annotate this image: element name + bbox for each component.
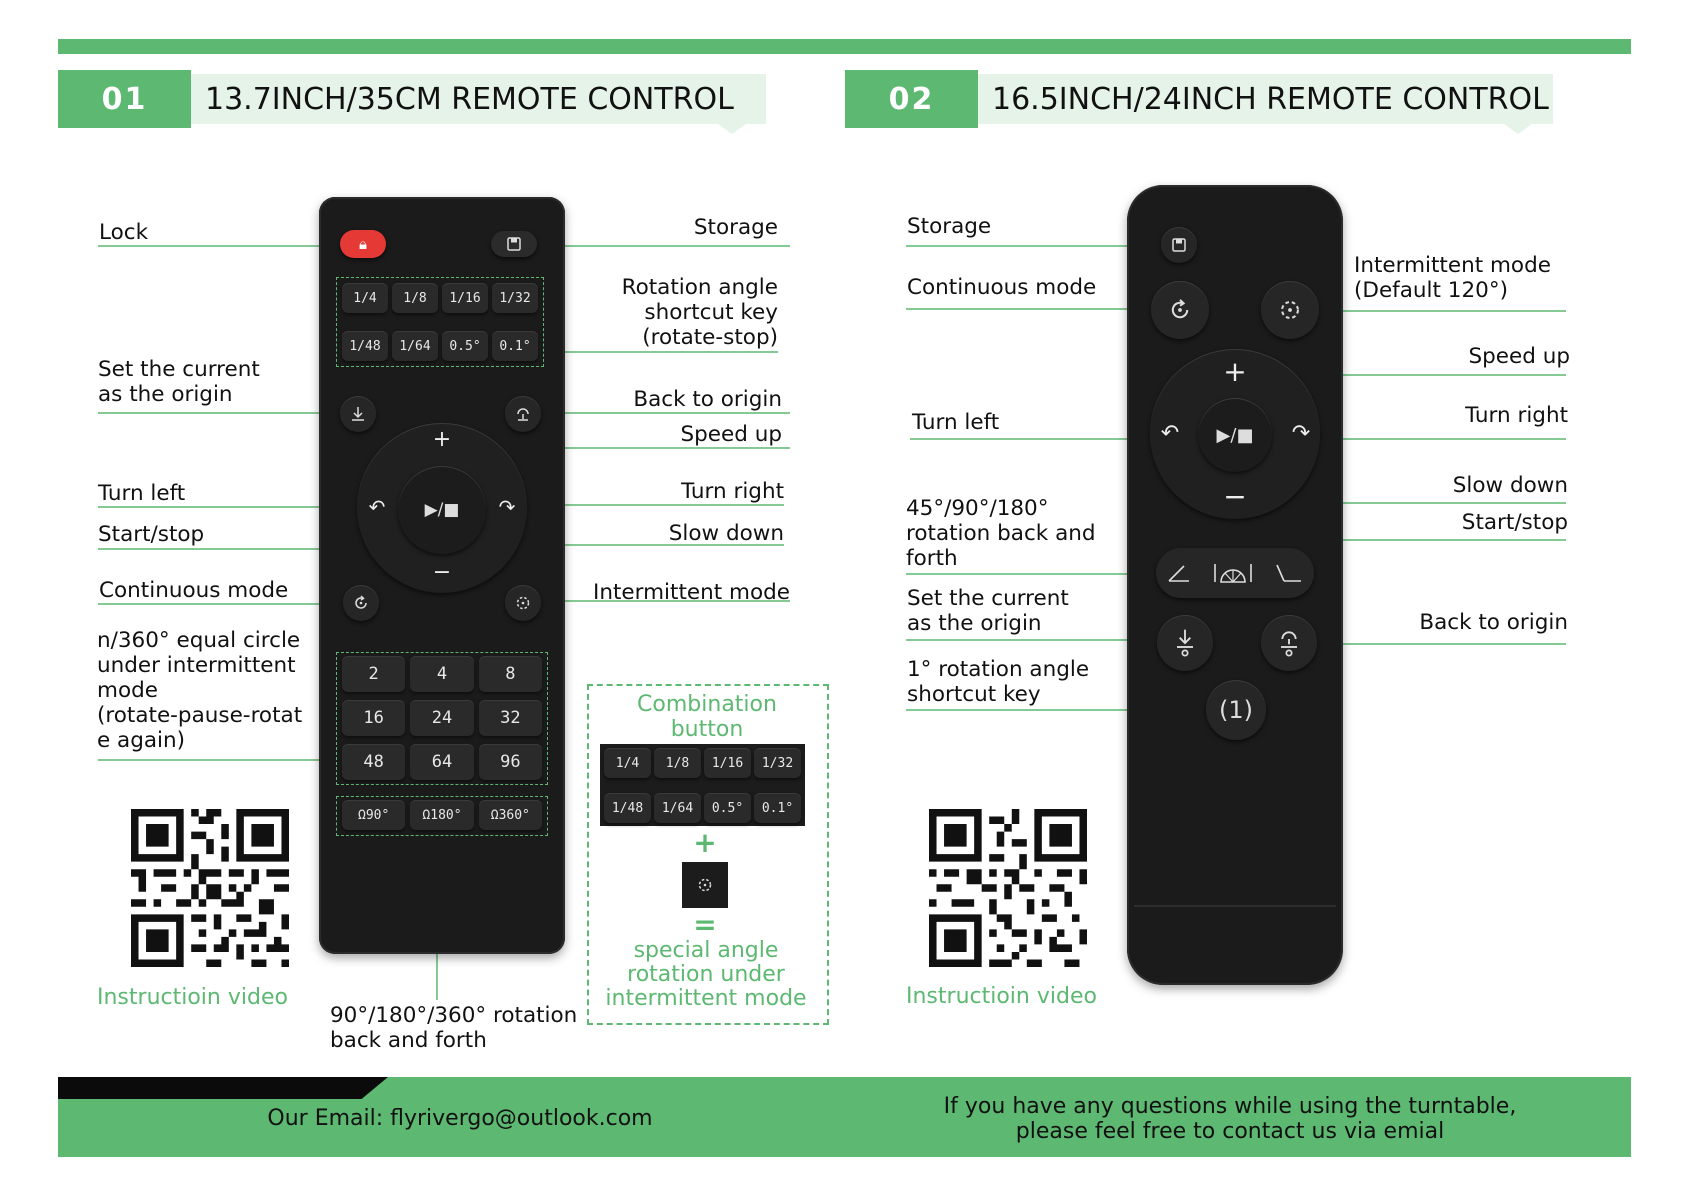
back-to-origin-icon [514,405,532,423]
floppy-disk-icon [1172,238,1186,252]
combo-key-1-4: 1/4 [604,748,651,778]
floppy-disk-icon [507,237,521,251]
label-turn-left: Turn left [98,481,186,506]
label2-set-origin: Set the current as the origin [907,586,1069,636]
number-key-48[interactable]: 48 [342,744,405,780]
footer-email[interactable]: Our Email: flyrivergo@outlook.com [267,1106,653,1131]
rotate-left-icon: ↶ [368,495,386,519]
continuous-rotate-icon [352,594,370,612]
number-key-64[interactable]: 64 [410,744,473,780]
number-key-4[interactable]: 4 [410,656,473,692]
label-slow-down: Slow down [668,521,784,546]
label2-intermittent-mode: Intermittent mode (Default 120°) [1354,253,1551,303]
continuous-rotate-icon [1167,297,1193,323]
angle-180-icon [1274,562,1304,584]
turn-right-button[interactable] [493,495,521,523]
label-rotation-angle: Rotation angle shortcut key (rotate-stop) [621,275,778,350]
number-keys [342,656,542,780]
continuous-mode-button[interactable] [343,585,379,621]
combo-key-1-64: 1/64 [654,793,701,823]
slow-down-button-2[interactable]: − [1223,480,1247,513]
number-key-2[interactable]: 2 [342,656,405,692]
combination-plus-sign: + [693,826,717,859]
combination-result: special angle rotation under intermittent mode [605,938,807,1011]
label-continuous-mode: Continuous mode [99,578,289,603]
label-instruction-video-2[interactable]: Instructioin video [906,984,1097,1009]
combo-key-1-32: 1/32 [754,748,801,778]
label2-storage: Storage [907,214,992,239]
label-set-origin: Set the current as the origin [98,357,260,407]
section2-title: 16.5INCH/24INCH REMOTE CONTROL [978,74,1553,124]
storage-button[interactable] [491,231,537,257]
intermittent-mode-button-2[interactable] [1261,281,1319,339]
number-key-32[interactable]: 32 [479,700,542,736]
combo-key-0-1: 0.1° [754,793,801,823]
intermittent-rotate-icon [696,876,714,894]
set-origin-icon [349,405,367,423]
angle-keys-row2 [342,331,538,361]
combo-key-0-5: 0.5° [704,793,751,823]
speed-up-button[interactable]: + [432,427,452,452]
start-stop-button-2[interactable]: ▶/■ [1198,398,1272,472]
section2-number: 02 [845,70,978,128]
label2-continuous-mode: Continuous mode [907,275,1097,300]
number-key-24[interactable]: 24 [410,700,473,736]
angle-key-1-4[interactable]: 1/4 [342,283,388,313]
label-lock: Lock [99,220,149,245]
angle-keys-row1 [342,283,538,313]
combination-keys-row1 [604,748,801,778]
angle-key-0-1[interactable]: 0.1° [492,331,538,361]
label-rotation-back-forth: 90°/180°/360° rotation back and forth [330,1003,578,1053]
label2-start-stop: Start/stop [1461,510,1568,535]
section1-number: 01 [58,70,191,128]
rotate-right-icon: ↷ [1291,421,1311,446]
intermittent-rotate-icon [1277,297,1303,323]
label-equal-circle: n/360° equal circle under intermittent mode (rotate-pause-rotat e again) [97,628,303,753]
qr-code-instruction-video-2[interactable] [929,809,1087,967]
turn-left-button-2[interactable] [1154,421,1186,453]
start-stop-button[interactable]: ▶/■ [398,466,486,554]
back-to-origin-button-2[interactable] [1261,615,1317,671]
combination-intermittent-key [682,862,728,908]
angle-key-0-5[interactable]: 0.5° [442,331,488,361]
rotation-back-forth-button-2[interactable] [1156,548,1314,598]
swing-key-90[interactable]: Ω90° [342,800,405,830]
back-to-origin-icon [1277,628,1301,658]
label-storage: Storage [693,215,778,240]
rotate-right-icon: ↷ [498,495,516,519]
turn-left-button[interactable] [363,495,391,523]
label2-back-to-origin: Back to origin [1419,610,1568,635]
qr-code-instruction-video-1[interactable] [131,809,289,967]
slow-down-button[interactable]: − [432,560,452,585]
continuous-mode-button-2[interactable] [1151,281,1209,339]
angle-key-1-16[interactable]: 1/16 [442,283,488,313]
number-key-16[interactable]: 16 [342,700,405,736]
footer-black-accent [58,1077,388,1099]
label-back-to-origin: Back to origin [633,387,782,412]
label2-slow-down: Slow down [1452,473,1568,498]
swing-keys [342,800,542,830]
angle-key-1-48[interactable]: 1/48 [342,331,388,361]
label2-one-degree: 1° rotation angle shortcut key [907,657,1090,707]
combo-key-1-48: 1/48 [604,793,651,823]
back-to-origin-button[interactable] [505,396,541,432]
protractor-icon [1213,562,1253,584]
swing-key-180[interactable]: Ω180° [410,800,473,830]
angle-key-1-8[interactable]: 1/8 [392,283,438,313]
combination-title: Combination button [637,692,777,742]
label2-speed-up: Speed up [1468,344,1570,369]
number-key-8[interactable]: 8 [479,656,542,692]
set-origin-button[interactable] [340,396,376,432]
intermittent-mode-button[interactable] [505,585,541,621]
turn-right-button-2[interactable] [1285,421,1317,453]
rotate-left-icon: ↶ [1160,421,1180,446]
label2-turn-right: Turn right [1465,403,1568,428]
intermittent-rotate-icon [514,594,532,612]
combination-keys-row2 [604,793,801,823]
swing-key-360[interactable]: Ω360° [479,800,542,830]
angle-45-icon [1166,562,1192,584]
angle-key-1-64[interactable]: 1/64 [392,331,438,361]
remote2-battery-seam [1134,905,1336,907]
speed-up-button-2[interactable]: + [1223,355,1247,388]
label-start-stop: Start/stop [98,522,205,547]
set-origin-button-2[interactable] [1157,615,1213,671]
label2-turn-left: Turn left [912,410,1000,435]
label-speed-up: Speed up [680,422,782,447]
number-key-96[interactable]: 96 [479,744,542,780]
combination-equals-sign: = [693,908,717,941]
label-instruction-video-1[interactable]: Instructioin video [97,985,288,1010]
section1-title: 13.7INCH/35CM REMOTE CONTROL [191,74,766,124]
lock-button[interactable] [340,230,386,258]
footer-contact-note: If you have any questions while using the turntable, please feel free to contact us via emial [943,1094,1517,1144]
set-origin-icon [1173,628,1197,658]
storage-button-2[interactable] [1161,227,1197,263]
combo-key-1-8: 1/8 [654,748,701,778]
label-intermittent-mode: Intermittent mode [593,580,790,605]
lock-icon: 🔒︎ [359,235,367,253]
angle-key-1-32[interactable]: 1/32 [492,283,538,313]
label-turn-right: Turn right [681,479,784,504]
label2-rotation-back-forth: 45°/90°/180° rotation back and forth [906,496,1096,571]
one-degree-button-2[interactable]: (1) [1206,680,1266,740]
combo-key-1-16: 1/16 [704,748,751,778]
